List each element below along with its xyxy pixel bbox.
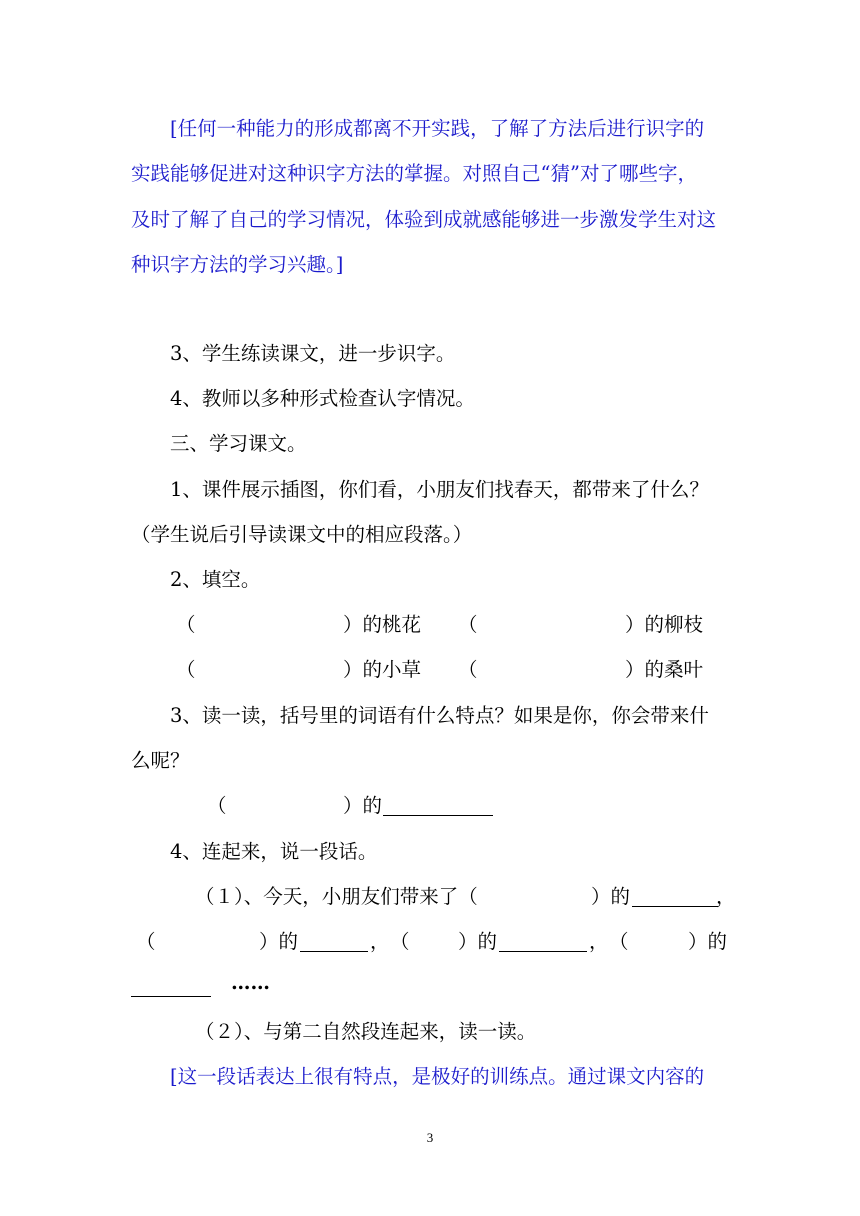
q4-row2-comma-open-1: ， [370, 930, 390, 953]
comment-line-3: 及时了解了自己的学习情况，体验到成就感能够进一步激发学生对这 [131, 208, 717, 231]
fill-open-1: （ [176, 613, 196, 636]
q4-row3-blank [131, 976, 211, 997]
page-number: 3 [426, 1130, 434, 1145]
q4-1-comma-1: ， [716, 885, 736, 908]
q4-row2-de-3: ）的 [688, 930, 728, 953]
q3-open: （ [207, 794, 227, 817]
comment-line-1: [任何一种能力的形成都离不开实践，了解了方法后进行识字的 [170, 117, 705, 140]
q4-row2-open-2: （ [390, 930, 410, 953]
fill-grass: ）的小草 [343, 658, 422, 681]
question-2: 2、填空。 [170, 568, 261, 591]
q4-1-blank-1 [632, 886, 718, 907]
comment-2-line-1: [这一段话表达上很有特点，是极好的训练点。通过课文内容的 [170, 1065, 705, 1088]
q4-row2-blank-2 [499, 931, 587, 952]
q3-blank-line [383, 795, 493, 816]
comment-line-4: 种识字方法的学习兴趣。] [131, 253, 344, 276]
question-4: 4、连起来，说一段话。 [170, 840, 378, 863]
q4-ellipsis: …… [231, 971, 270, 994]
question-1-line-2: （学生说后引导读课文中的相应段落。） [131, 523, 473, 546]
fill-peach: ）的桃花 [343, 613, 422, 636]
section-heading: 三、学习课文。 [170, 432, 307, 455]
comment-line-2: 实践能够促进对这种识字方法的掌握。对照自己“猜”对了哪些字， [131, 162, 697, 185]
fill-mulberry: ）的桑叶 [625, 658, 704, 681]
q4-row2-open-3: （ [609, 930, 629, 953]
step-4: 4、教师以多种形式检查认字情况。 [170, 387, 475, 410]
fill-open-2: （ [458, 613, 478, 636]
q4-row2-blank-1 [300, 931, 368, 952]
fill-willow: ）的柳枝 [625, 613, 704, 636]
step-3: 3、学生练读课文，进一步识字。 [170, 342, 456, 365]
question-1-line-1: 1、课件展示插图，你们看，小朋友们找春天，都带来了什么？ [170, 478, 709, 501]
q4-row2-de-2: ）的 [458, 930, 498, 953]
question-3-line-1: 3、读一读，括号里的词语有什么特点？如果是你，你会带来什 [170, 704, 709, 727]
q4-1-de: ）的 [591, 885, 631, 908]
q4-2: （２）、与第二自然段连起来，读一读。 [195, 1020, 537, 1043]
q4-row2-comma-2: ， [589, 930, 609, 953]
q4-row2-open-1: （ [136, 930, 156, 953]
q3-close: ）的 [343, 794, 383, 817]
question-3-line-2: 么呢？ [131, 749, 190, 772]
q4-1-text: （１）、今天，小朋友们带来了（ [195, 885, 478, 908]
fill-open-3: （ [176, 658, 196, 681]
q4-row2-de-1: ）的 [259, 930, 299, 953]
fill-open-4: （ [458, 658, 478, 681]
